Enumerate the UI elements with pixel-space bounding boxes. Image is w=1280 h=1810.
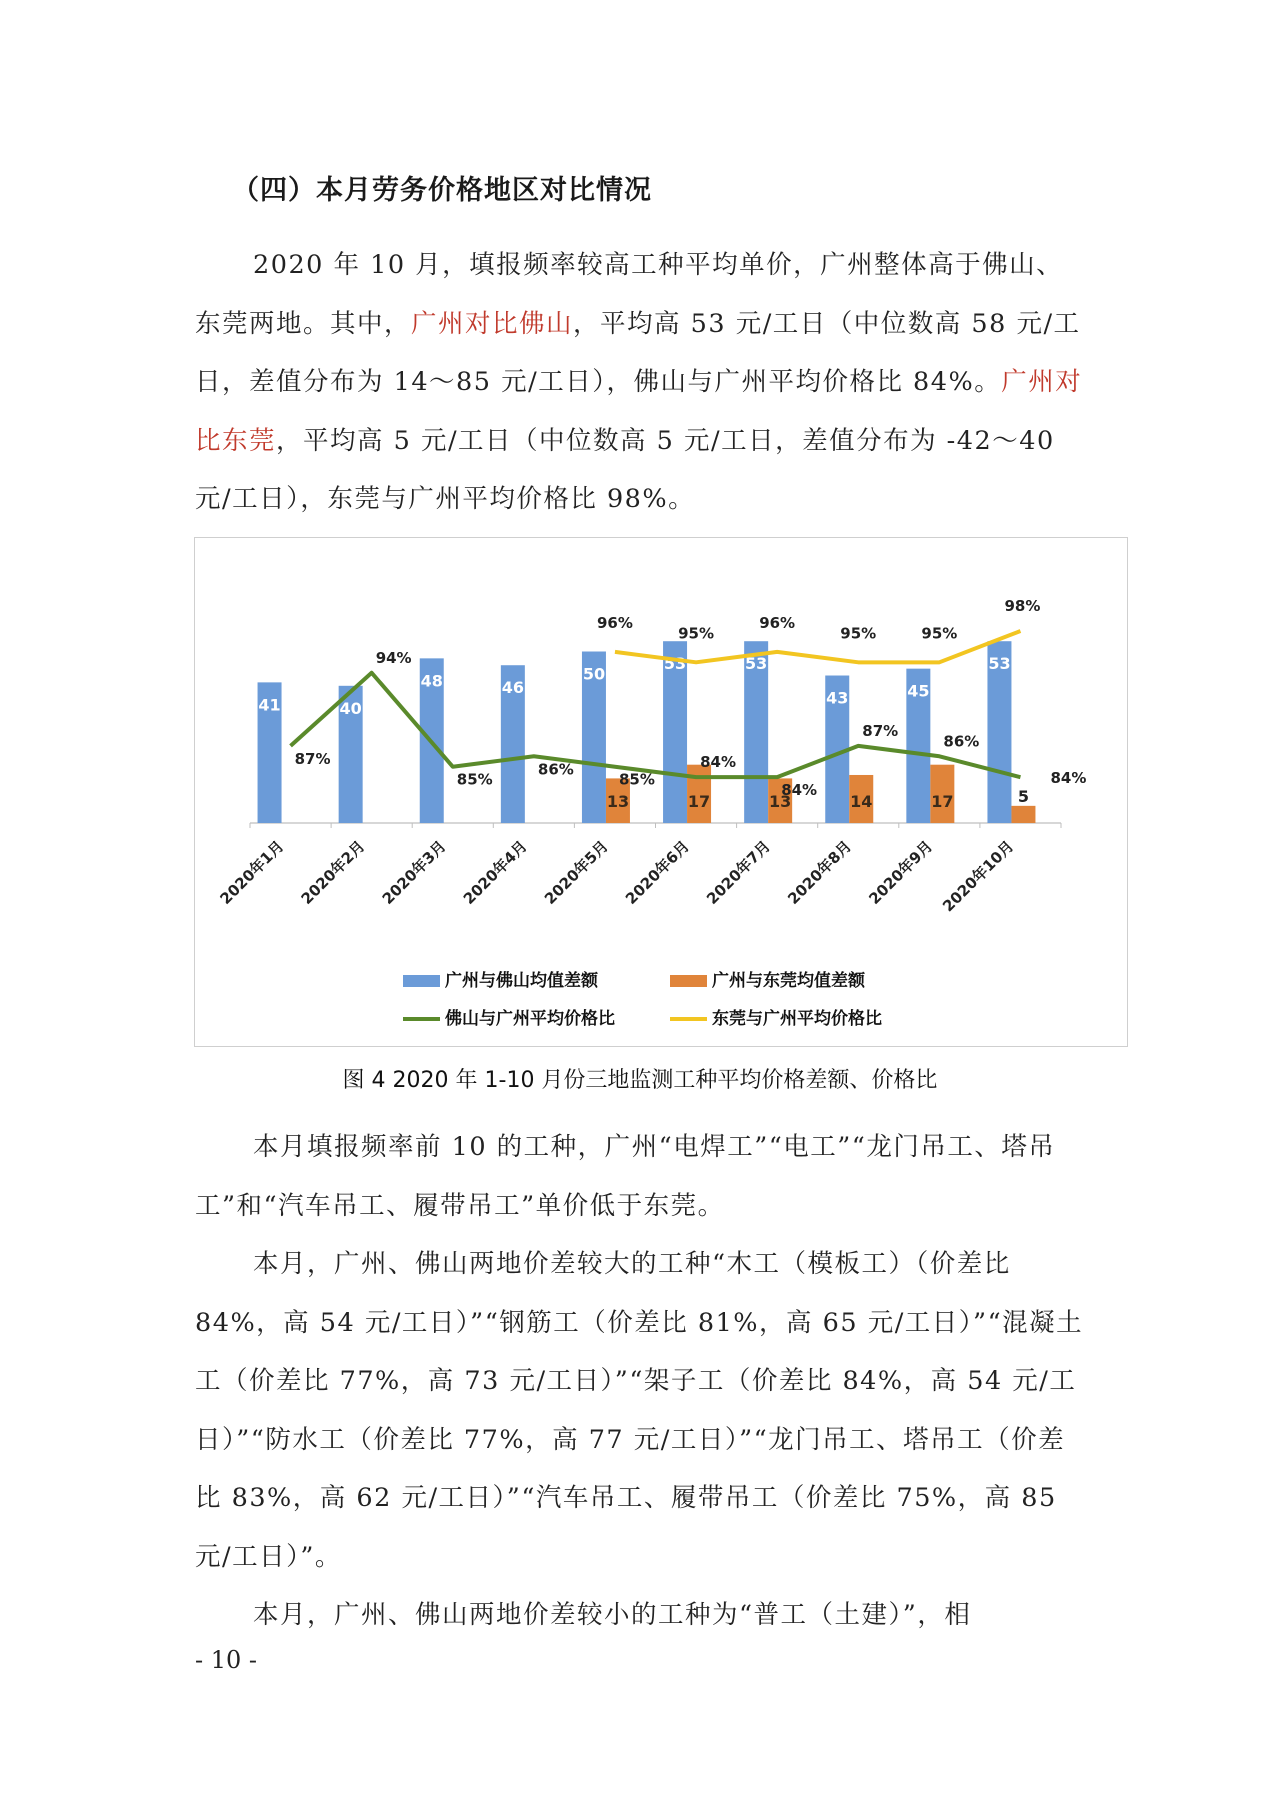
paragraph-3: 本月，广州、佛山两地价差较大的工种“木工（模板工）（价差比 84%，高 54 元/工日）”“钢筋工（价差比 81%，高 65 元/工日）”“混凝土工（价差比 77%，高 73 元/工日）”“架子工（价差比 84%，高 54 元/工日）”“防水工（价差比 77%，高 77 元/工日）”“龙门吊工、塔吊工（价差比 83%，高 62 元/工日）”“汽车吊工、履带吊工（价差比 75%，高 85 元/工日）”。 [195, 1249, 1084, 1572]
legend-label: 广州与佛山均值差额 [445, 971, 598, 991]
bar-label-gz-dg: 17 [687, 792, 711, 811]
ratio-dg-gz-label: 95% [678, 624, 715, 643]
ratio-fs-gz-label: 87% [862, 721, 899, 740]
x-tick-label: 2020年8月 [784, 837, 856, 908]
ratio-fs-gz-label: 86% [943, 732, 980, 751]
x-tick-label: 2020年10月 [939, 837, 1018, 916]
ratio-fs-gz-label: 84% [700, 753, 737, 772]
paragraph-1-text-a: 2020 年 10 月，填报频率较高工种平均单价，广州整体高于佛山、东莞两地。其中， [195, 250, 1064, 339]
x-tick-label: 2020年4月 [459, 837, 531, 908]
ratio-fs-gz-label: 85% [456, 770, 493, 789]
bar-label-gz-fs: 48 [420, 671, 443, 691]
highlight-gz-dg: 广州对比东莞 [195, 367, 1083, 456]
bar-label-gz-fs: 40 [339, 698, 362, 718]
bar-label-gz-fs: 45 [907, 681, 930, 701]
bar-label-gz-fs: 53 [745, 654, 768, 674]
bar-label-gz-dg: 13 [769, 792, 792, 811]
legend-label: 东莞与广州平均价格比 [712, 1009, 882, 1029]
x-tick-label: 2020年9月 [865, 837, 937, 908]
bar-label-gz-dg: 5 [1017, 786, 1030, 806]
legend-label: 广州与东莞均值差额 [712, 971, 865, 991]
chart-panel [194, 537, 1128, 1047]
x-tick-label: 2020年7月 [703, 837, 774, 908]
x-tick-label: 2020年3月 [378, 837, 450, 908]
bar-label-gz-fs: 50 [582, 664, 606, 684]
ratio-fs-gz-label: 86% [537, 760, 574, 779]
x-tick-label: 2020年6月 [622, 837, 693, 908]
ratio-dg-gz-label: 98% [1004, 597, 1041, 615]
paragraph-1-text-b: ，平均高 53 元/工日（中位数高 58 元/工日，差值分布为 14～85 元/工日），佛山与广州平均价格比 84%。 [195, 308, 1081, 397]
bar-gz-dg [1011, 806, 1035, 823]
legend-swatch [403, 975, 440, 987]
ratio-dg-gz-label: 95% [840, 624, 877, 643]
bar-label-gz-dg: 13 [606, 792, 630, 811]
page-number: - 10 - [195, 1646, 258, 1674]
section-heading: （四）本月劳务价格地区对比情况 [232, 175, 652, 206]
x-tick-label: 2020年1月 [216, 837, 288, 908]
price-comparison-chart [195, 538, 1127, 1046]
bar-label-gz-dg: 17 [931, 792, 954, 811]
bar-label-gz-fs: 53 [988, 654, 1011, 674]
bar-label-gz-fs: 43 [826, 688, 849, 708]
ratio-fs-gz-label: 94% [375, 648, 412, 667]
paragraph-4: 本月，广州、佛山两地价差较小的工种为“普工（土建）”，相 [253, 1600, 972, 1630]
bar-label-gz-fs: 53 [663, 654, 687, 674]
ratio-fs-gz-label: 85% [618, 770, 655, 789]
ratio-dg-gz-label: 95% [921, 624, 958, 643]
bar-label-gz-dg: 14 [850, 792, 873, 811]
figure-caption: 图 4 2020 年 1-10 月份三地监测工种平均价格差额、价格比 [342, 1068, 938, 1093]
ratio-fs-gz-label: 84% [781, 781, 818, 800]
x-tick-label: 2020年5月 [540, 837, 612, 908]
legend-label: 佛山与广州平均价格比 [445, 1009, 615, 1029]
paragraph-1 [195, 236, 1090, 529]
bar-label-gz-fs: 46 [501, 678, 524, 698]
legend-swatch [670, 975, 707, 987]
ratio-dg-gz-label: 96% [596, 613, 633, 632]
ratio-fs-gz-label: 84% [1050, 769, 1087, 788]
bar-label-gz-fs: 41 [258, 695, 281, 715]
x-tick-label: 2020年2月 [297, 837, 369, 908]
ratio-fs-gz-label: 87% [294, 749, 331, 768]
highlight-gz-fs: 广州对比佛山 [411, 308, 574, 339]
paragraph-2: 本月填报频率前 10 的工种，广州“电焊工”“电工”“龙门吊工、塔吊工”和“汽车吊工、履带吊工”单价低于东莞。 [195, 1132, 1056, 1221]
paragraph-1-text-c: ，平均高 5 元/工日（中位数高 5 元/工日，差值分布为 -42～40 元/工日），东莞与广州平均价格比 98%。 [195, 425, 1055, 514]
ratio-dg-gz-label: 96% [759, 613, 796, 632]
